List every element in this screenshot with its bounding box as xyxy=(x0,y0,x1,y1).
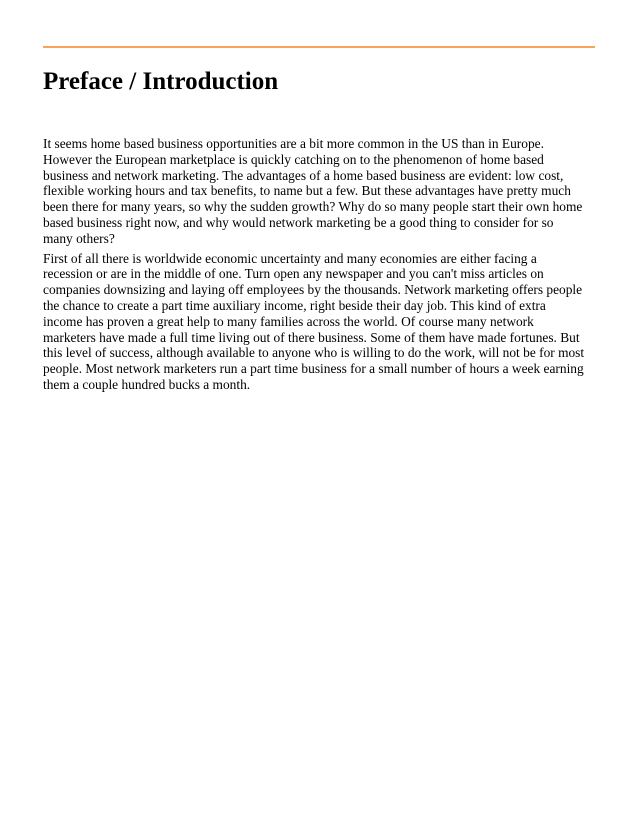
text-line: them a couple hundred bucks a month. xyxy=(43,376,251,392)
text-line: First of all there is worldwide economic uncertainty and many economies are either facing a xyxy=(43,250,537,266)
text-line: this level of success, although available to anyone who is willing to do the work, will not be for most xyxy=(43,345,585,361)
page-title: Preface / Introduction xyxy=(43,68,279,95)
text-line: been there for many years, so why the sudden growth? Why do so many people start their own home xyxy=(43,199,583,215)
text-line: business and network marketing. The advantages of a home based business are evident: low cost, xyxy=(43,167,564,183)
text-line: marketers have made a full time living out of there business. Some of them have made fortunes. But xyxy=(43,329,580,345)
text-line: It seems home based business opportunities are a bit more common in the US than in Europe. xyxy=(43,136,544,151)
text-line: However the European marketplace is quickly catching on to the phenomenon of home based xyxy=(43,151,544,167)
document-body xyxy=(43,136,595,397)
text-line: the chance to create a part time auxiliary income, right beside their day job. This kind of extra xyxy=(43,297,546,313)
text-line: based business right now, and why would network marketing be a good thing to consider for so xyxy=(43,214,554,230)
header-divider xyxy=(43,46,595,48)
text-line: many others? xyxy=(43,230,115,246)
text-line: flexible working hours and tax benefits, to name but a few. But these advantages have pretty much xyxy=(43,183,571,199)
paragraph-1 xyxy=(43,136,595,247)
paragraph-2 xyxy=(43,251,595,393)
text-line: recession or are in the middle of one. Turn open any newspaper and you can't miss articles on xyxy=(43,266,544,282)
text-line: people. Most network marketers run a part time business for a small number of hours a week earning xyxy=(43,361,584,377)
text-line: companies downsizing and laying off employees by the thousands. Network marketing offers people xyxy=(43,282,583,298)
text-line: income has proven a great help to many families across the world. Of course many network xyxy=(43,313,534,329)
